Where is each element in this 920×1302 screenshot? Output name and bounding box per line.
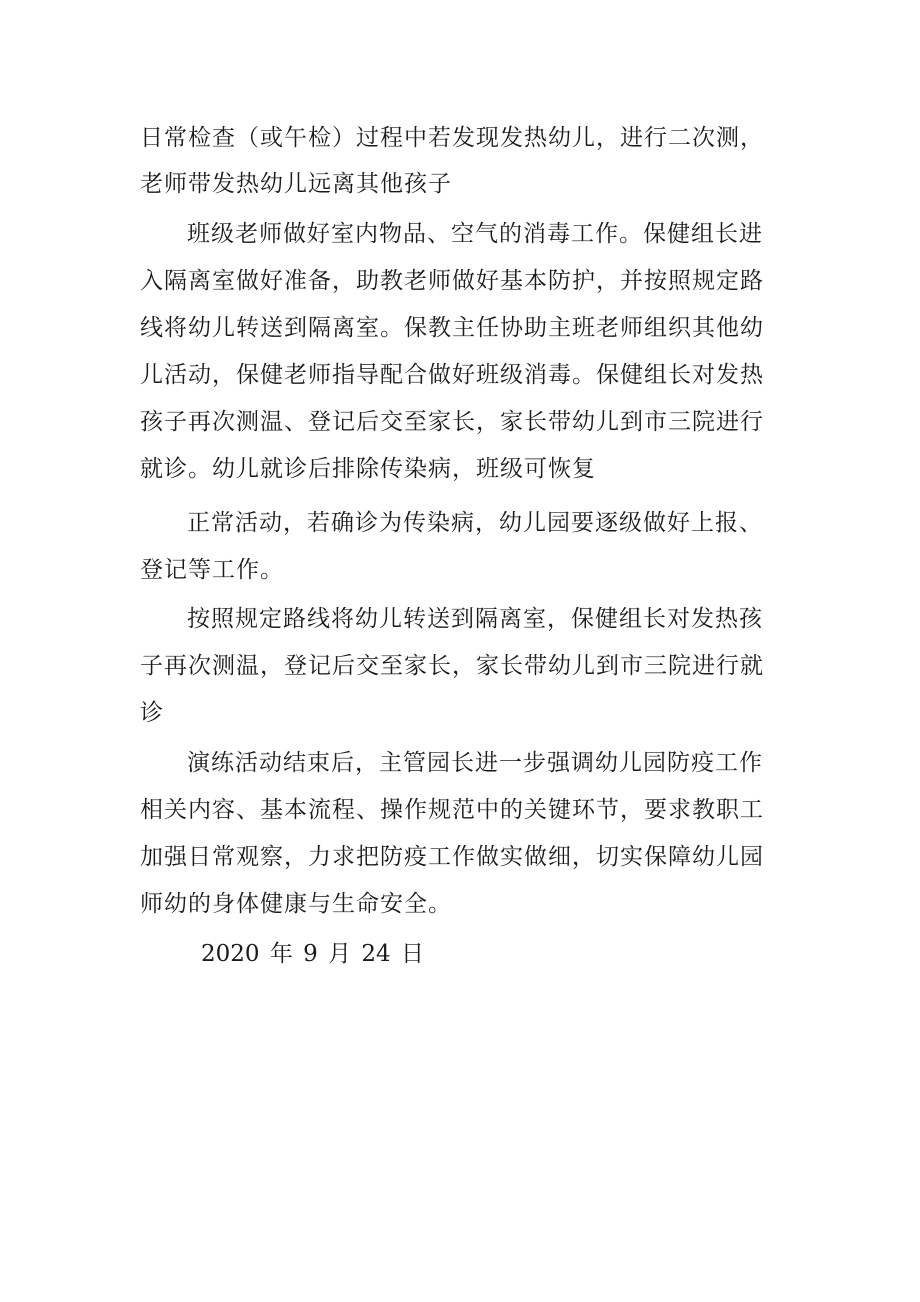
text-line: 入隔离室做好准备，助教老师做好基本防护，并按照规定路 xyxy=(140,268,764,294)
text-line: 日常检查（或午检）过程中若发现发热幼儿，进行二次测， xyxy=(140,125,764,151)
text-line: 孩子再次测温、登记后交至家长，家长带幼儿到市三院进行 xyxy=(140,409,764,435)
text-line: 诊 xyxy=(140,700,164,726)
paragraph-start-line: 演练活动结束后，主管园长进一步强调幼儿园防疫工作 xyxy=(187,750,763,776)
text-line: 儿活动，保健老师指导配合做好班级消毒。保健组长对发热 xyxy=(140,362,764,388)
text-line: 老师带发热幼儿远离其他孩子 xyxy=(140,171,452,197)
text-line: 子再次测温，登记后交至家长，家长带幼儿到市三院进行就 xyxy=(140,653,764,679)
paragraph-start-line: 班级老师做好室内物品、空气的消毒工作。保健组长进 xyxy=(187,221,763,247)
document-date: 2020 年 9 月 24 日 xyxy=(201,941,424,967)
text-line: 相关内容、基本流程、操作规范中的关键环节，要求教职工 xyxy=(140,797,764,823)
text-line: 就诊。幼儿就诊后排除传染病，班级可恢复 xyxy=(140,456,596,482)
text-line: 登记等工作。 xyxy=(140,557,284,583)
text-line: 加强日常观察，力求把防疫工作做实做细，切实保障幼儿园 xyxy=(140,844,764,870)
paragraph-start-line: 按照规定路线将幼儿转送到隔离室，保健组长对发热孩 xyxy=(187,606,763,632)
paragraph-start-line: 正常活动，若确诊为传染病，幼儿园要逐级做好上报、 xyxy=(187,510,763,536)
text-line: 线将幼儿转送到隔离室。保教主任协助主班老师组织其他幼 xyxy=(140,315,764,341)
text-line: 师幼的身体健康与生命安全。 xyxy=(140,891,452,917)
